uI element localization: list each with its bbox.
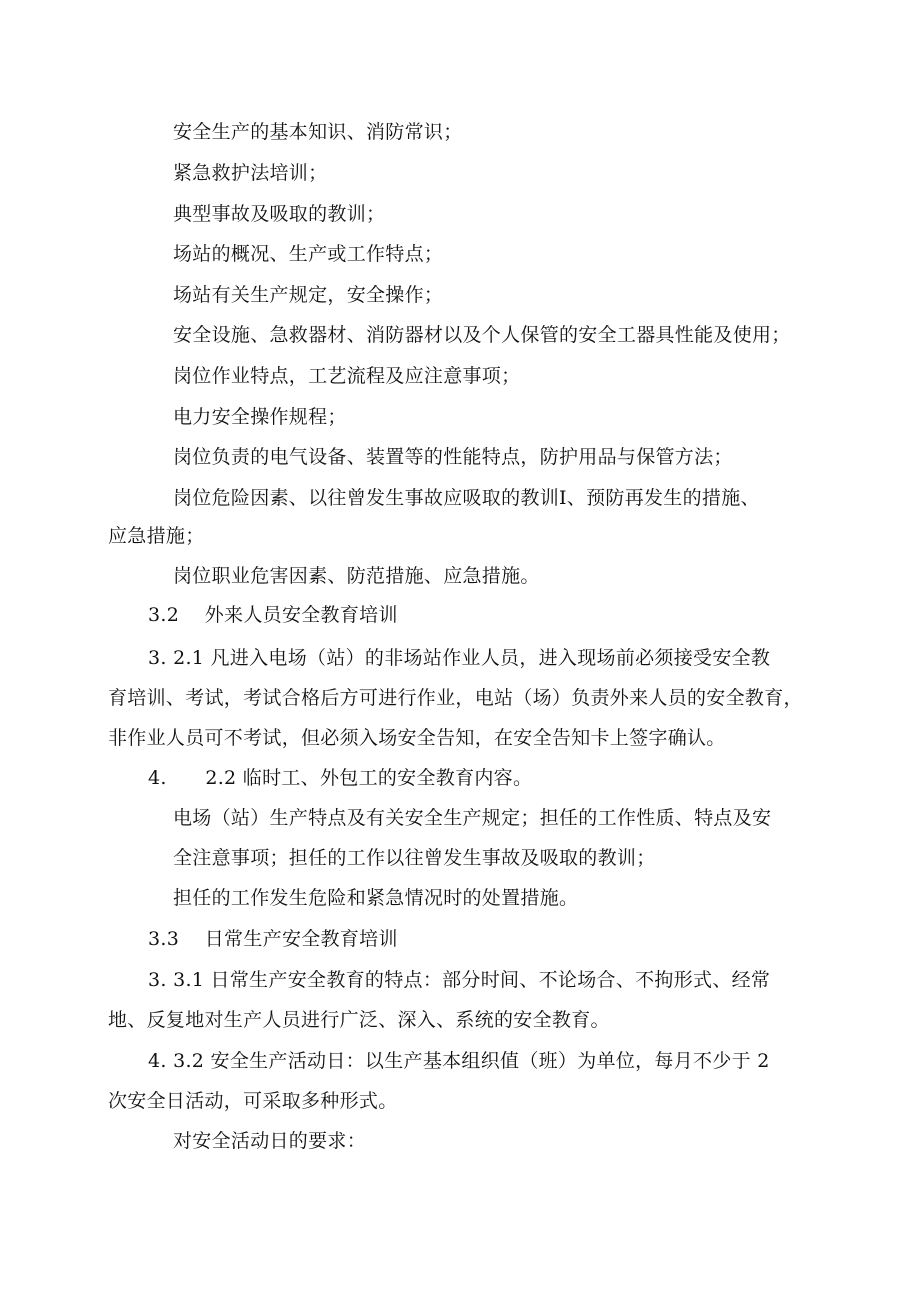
text-line: 安全设施、急救器材、消防器材以及个人保管的安全工器具性能及使用；: [173, 324, 791, 346]
text-line: 地、反复地对生产人员进行广泛、深入、系统的安全教育。: [108, 1009, 610, 1031]
text-line: 非作业人员可不考试，但必须入场安全告知，在安全告知卡上签字确认。: [108, 727, 726, 749]
text-line: 对安全活动日的要求：: [173, 1130, 367, 1152]
text-line: 担任的工作发生危险和紧急情况时的处置措施。: [173, 887, 579, 909]
section-heading: 3.2 外来人员安全教育培训: [148, 604, 398, 626]
text-line: 典型事故及吸取的教训；: [173, 203, 386, 225]
text-line: 场站有关生产规定，安全操作；: [173, 284, 444, 306]
text-line: 4. 3.2 安全生产活动日：以生产基本组织值（班）为单位，每月不少于 2: [148, 1050, 770, 1072]
text-line: 次安全日活动，可采取多种形式。: [108, 1090, 398, 1112]
text-line: 全注意事项；担任的工作以往曾发生事故及吸取的教训；: [173, 847, 656, 869]
text-line: 育培训、考试，考试合格后方可进行作业，电站（场）负责外来人员的安全教育，: [108, 687, 803, 709]
text-line: 3. 3.1 日常生产安全教育的特点：部分时间、不论场合、不拘形式、经常: [148, 969, 771, 991]
text-line: 电力安全操作规程；: [173, 406, 347, 428]
text-line: 紧急救护法培训；: [173, 162, 328, 184]
section-heading: 3.3 日常生产安全教育培训: [148, 928, 398, 950]
text-line: 4. 2.2 临时工、外包工的安全教育内容。: [148, 767, 533, 789]
text-line: 岗位危险因素、以往曾发生事故应吸取的教训I、预防再发生的措施、: [173, 487, 760, 509]
text-line: 岗位职业危害因素、防范措施、应急措施。: [173, 565, 540, 587]
text-line: 应急措施；: [108, 525, 205, 547]
text-line: 场站的概况、生产或工作特点；: [173, 243, 444, 265]
text-line: 电场（站）生产特点及有关安全生产规定；担任的工作性质、特点及安: [173, 807, 772, 829]
text-line: 安全生产的基本知识、消防常识；: [173, 121, 463, 143]
text-line: 3. 2.1 凡进入电场（站）的非场站作业人员，进入现场前必须接受安全教: [148, 647, 771, 669]
text-line: 岗位负责的电气设备、装置等的性能特点，防护用品与保管方法；: [173, 446, 733, 468]
text-line: 岗位作业特点，工艺流程及应注意事项；: [173, 365, 521, 387]
